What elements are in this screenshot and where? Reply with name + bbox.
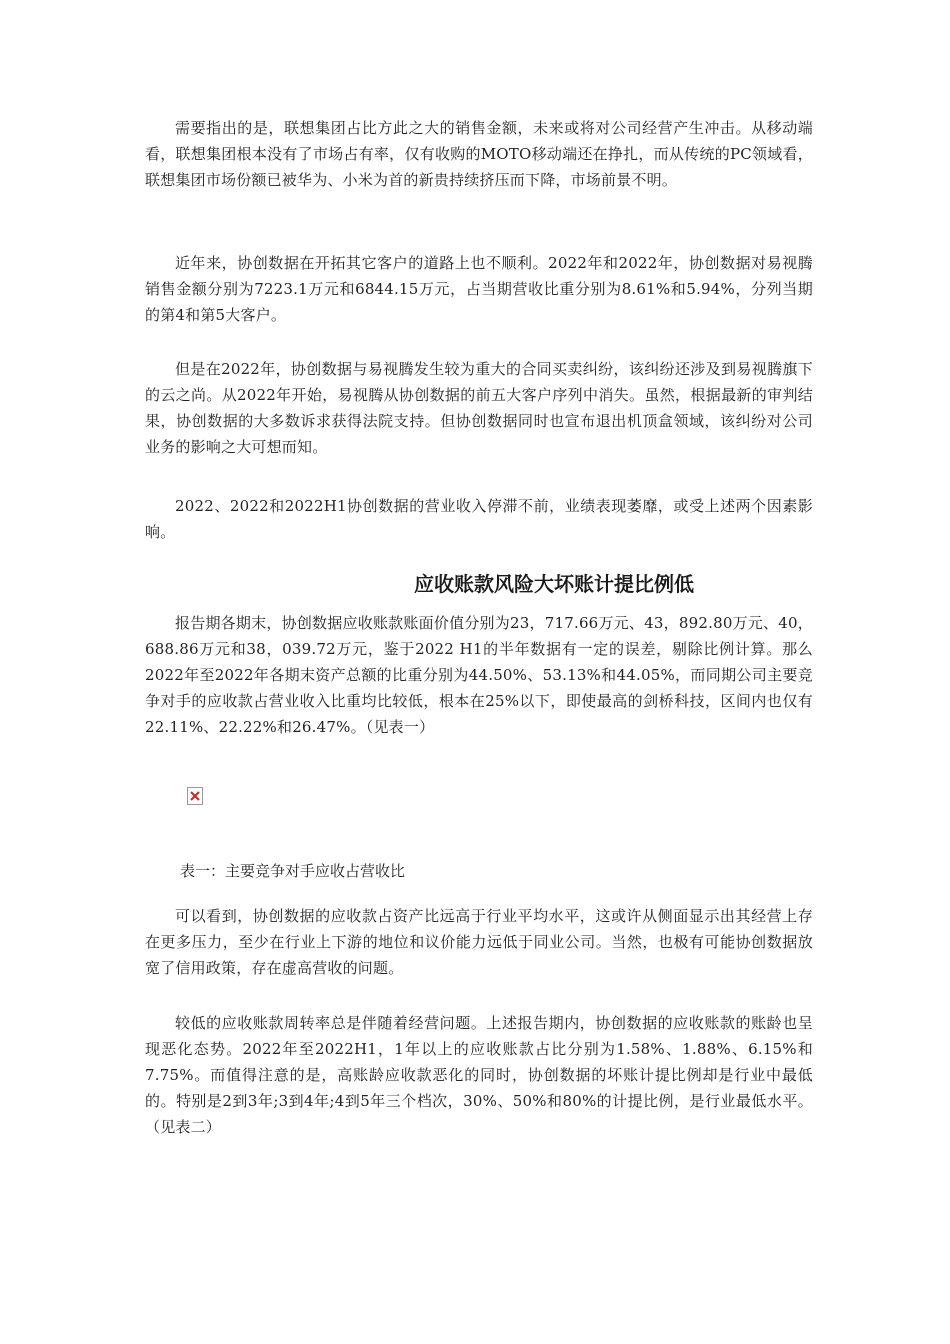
paragraph-contract-dispute: 但是在2022年，协创数据与易视腾发生较为重大的合同买卖纠纷，该纠纷还涉及到易视腾旗下的云之尚。从2022年开始，易视腾从协创数据的前五大客户序列中消失。虽然，根据最新的审判结果，协创数据的大多数诉求获得法院支持。但协创数据同时也宣布退出机顶盒领域，该纠纷对公司业务的影响之大可想而知。	[145, 360, 813, 456]
broken-image-icon	[187, 787, 203, 805]
paragraph-aging: 较低的应收账款周转率总是伴随着经营问题。上述报告期内，协创数据的应收账款的账龄也呈现恶化态势。2022年至2022H1，1年以上的应收账款占比分别为1.58%、1.88%、6.15%和7.75%。而值得注意的是，高账龄应收款恶化的同时，协创数据的坏账计提比例却是行业中最低的。特别是2到3年;3到4年;4到5年三个档次，30%、50%和80%的计提比例，是行业最低水平。（见表二）	[145, 1014, 813, 1136]
paragraph-revenue-stagnant: 2022、2022和2022H1协创数据的营业收入停滞不前，业绩表现萎靡，或受上述两个因素影响。	[145, 497, 813, 541]
paragraph-other-clients: 近年来，协创数据在开拓其它客户的道路上也不顺利。2022年和2022年，协创数据对易视腾销售金额分别为7223.1万元和6844.15万元，占当期营收比重分别为8.61%和5.94%，分列当期的第4和第5大客户。	[145, 254, 813, 324]
paragraph-asset-ratio: 可以看到，协创数据的应收款占资产比远高于行业平均水平，这或许从侧面显示出其经营上存在更多压力，至少在行业上下游的地位和议价能力远低于同业公司。当然，也极有可能协创数据放宽了信用政策，存在虚高营收的问题。	[145, 907, 813, 977]
paragraph-receivables: 报告期各期末，协创数据应收账款账面价值分别为23，717.66万元、43，892.80万元、40，688.86万元和38，039.72万元，鉴于2022 H1的半年数据有一定的误差，剔除比例计算。那么2022年至2022年各期末资产总额的比重分别为44.50%、53.13%和44.05%，而同期公司主要竞争对手的应收款占营业收入比重均比较低，根本在25%以下，即使最高的剑桥科技，区间内也仅有22.11%、22.22%和26.47%。（见表一）	[145, 614, 813, 736]
table-caption: 表一：主要竞争对手应收占营收比	[180, 862, 406, 880]
paragraph-lenovo-impact: 需要指出的是，联想集团占比方此之大的销售金额，未来或将对公司经营产生冲击。从移动端看，联想集团根本没有了市场占有率，仅有收购的MOTO移动端还在挣扎，而从传统的PC领域看，联想集团市场份额已被华为、小米为首的新贵持续挤压而下降，市场前景不明。	[145, 119, 813, 189]
section-heading: 应收账款风险大坏账计提比例低	[414, 572, 694, 596]
